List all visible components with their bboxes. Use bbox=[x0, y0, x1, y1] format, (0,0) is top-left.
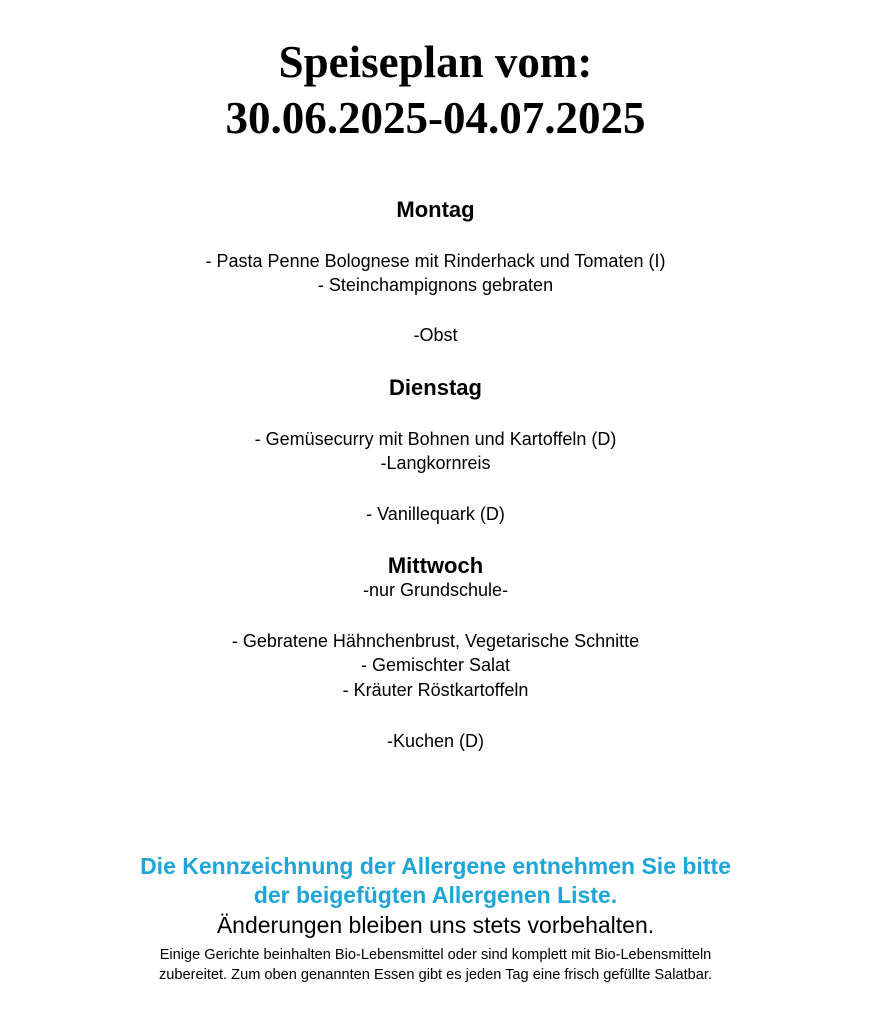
day-note: -nur Grundschule- bbox=[362, 580, 509, 600]
menu-item: - Pasta Penne Bolognese mit Rinderhack und Tomaten (I) bbox=[205, 251, 666, 271]
menu-item: - Gebratene Hähnchenbrust, Vegetarische Schnitte bbox=[231, 631, 640, 651]
title-line-1: Speiseplan vom: bbox=[278, 37, 593, 87]
day-heading-mittwoch: Mittwoch bbox=[387, 553, 484, 578]
menu-item: - Steinchampignons gebraten bbox=[317, 275, 554, 295]
allergen-notice-line-2: der beigefügten Allergenen Liste. bbox=[253, 882, 618, 908]
menu-item: - Kräuter Röstkartoffeln bbox=[342, 680, 529, 700]
bio-notice-line-1: Einige Gerichte beinhalten Bio-Lebensmittel oder sind komplett mit Bio-Lebensmitteln bbox=[159, 947, 712, 963]
menu-item-dessert: - Vanillequark (D) bbox=[366, 504, 505, 524]
menu-item-dessert: -Obst bbox=[413, 325, 458, 345]
day-heading-dienstag: Dienstag bbox=[389, 375, 482, 400]
menu-item: - Gemischter Salat bbox=[360, 655, 511, 675]
bio-notice-line-2: zubereitet. Zum oben genannten Essen gibt es jeden Tag eine frisch gefüllte Salatbar. bbox=[158, 967, 713, 983]
title-line-2: 30.06.2025-04.07.2025 bbox=[225, 93, 646, 143]
menu-item: - Gemüsecurry mit Bohnen und Kartoffeln (D) bbox=[254, 429, 617, 449]
menu-item: -Langkornreis bbox=[380, 453, 491, 473]
menu-item-dessert: -Kuchen (D) bbox=[386, 731, 485, 751]
day-heading-montag: Montag bbox=[396, 197, 475, 222]
changes-notice: Änderungen bleiben uns stets vorbehalten. bbox=[216, 912, 655, 938]
allergen-notice-line-1: Die Kennzeichnung der Allergene entnehmen Sie bitte bbox=[140, 853, 731, 879]
